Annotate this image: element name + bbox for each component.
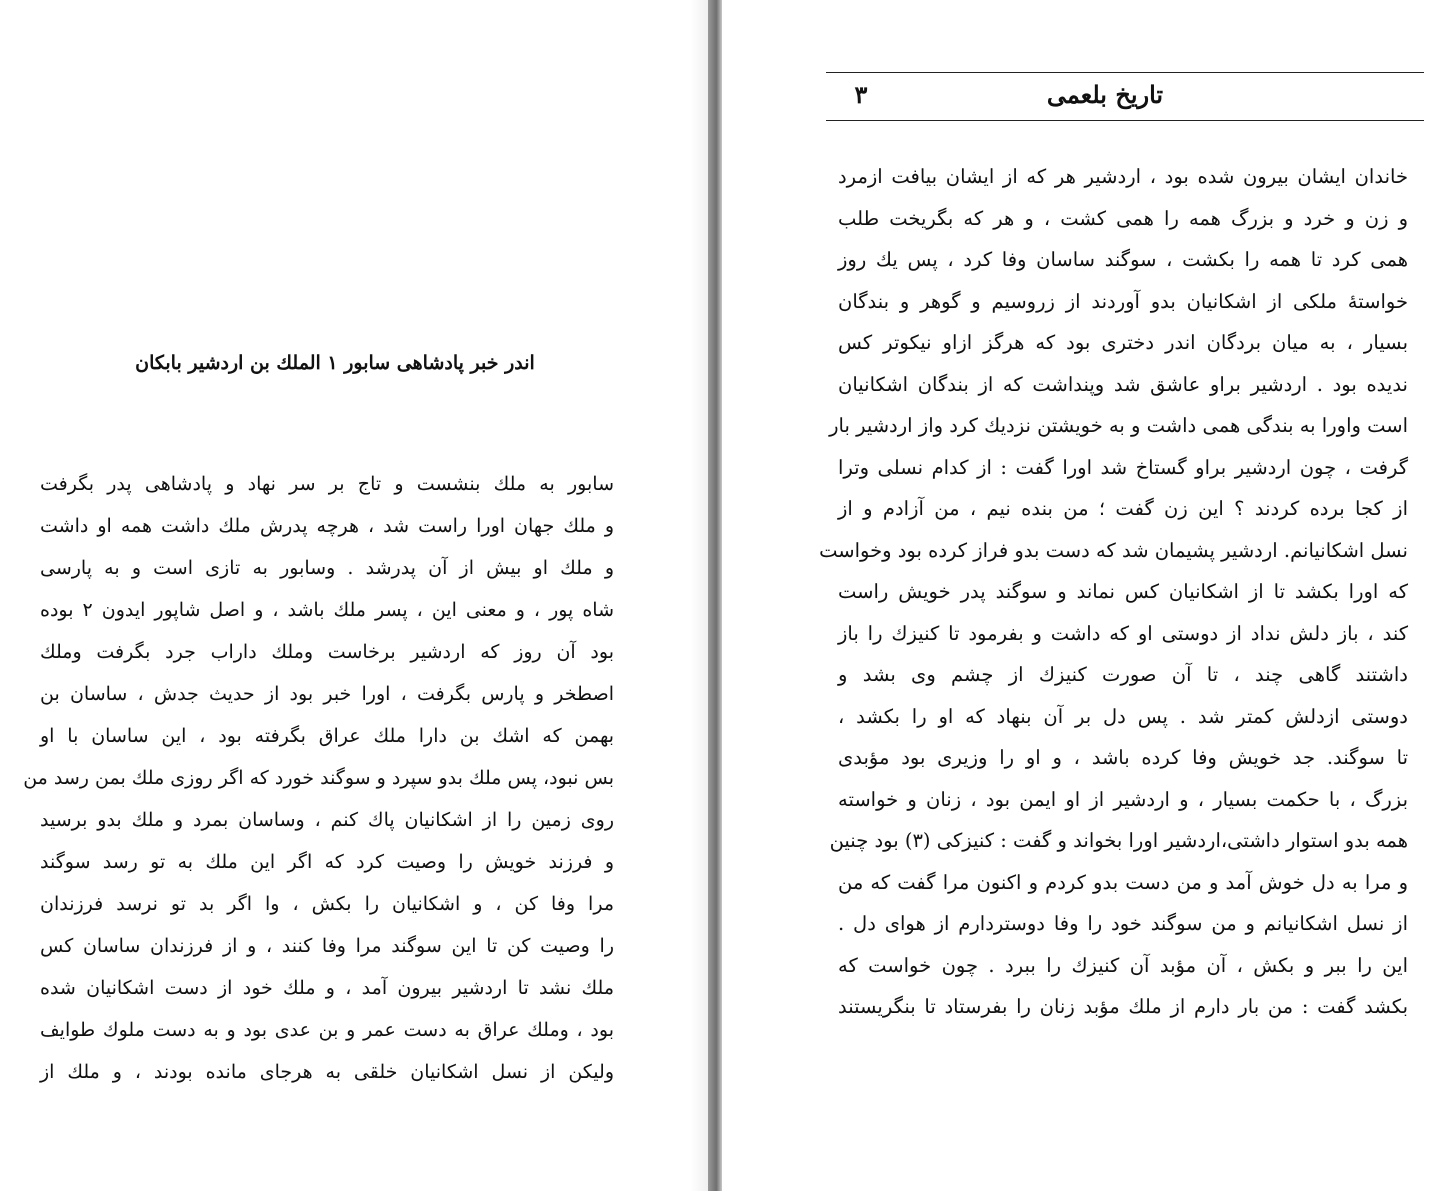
left-page-body bbox=[23, 463, 615, 1093]
text-line: از کجا برده کردند ؟ این زن گفت ؛ من بنده نیم ، من آزادم و از bbox=[838, 497, 1408, 520]
text-line: خاندان ایشان بیرون شده بود ، اردشیر هر که از ایشان بیافت ازمرد bbox=[838, 165, 1408, 188]
text-line: و ملك جهان اورا راست شد ، هرچه پدرش ملك داشت همه او داشت bbox=[40, 515, 614, 537]
page-curve-shadow bbox=[690, 0, 708, 1191]
text-line: مرا وفا کن ، و اشکانیان را بکش ، وا اگر بد تو نرسد فرزندان bbox=[40, 893, 614, 915]
left-page bbox=[0, 0, 708, 1191]
text-line: ندیده بود . اردشیر براو عاشق شد وپنداشت که از بندگان اشکانیان bbox=[838, 372, 1408, 396]
text-line: گرفت ، چون اردشیر براو گستاخ شد اورا گفت : از کدام نسلی وترا bbox=[838, 455, 1408, 479]
header-rule-bottom bbox=[826, 120, 1424, 121]
text-line: و مرا به دل خوش آمد و من دست بدو کردم و اکنون مرا گفت که من bbox=[838, 870, 1408, 894]
text-line: که اورا بکشد تا از اشکانیان کس نماند و سوگند پدر خویش راست bbox=[838, 580, 1408, 603]
text-line: این را ببر و بکش ، آن مؤبد آن کنیزك را ببرد . چون خواست که bbox=[838, 953, 1408, 977]
text-line: دوستی ازدلش کمتر شد . پس دل بر آن بنهاد که او را بکشد ، bbox=[838, 704, 1408, 728]
text-line: بهمن که اشك بن دارا ملك عراق بگرفته بود ، این ساسان با او bbox=[40, 725, 614, 747]
text-line: را وصیت کن تا این سوگند مرا وفا کنند ، و از فرزندان ساسان کس bbox=[40, 935, 614, 957]
text-line: تا سوگند. جد خویش وفا کرده باشد ، و او را وزیری بود مؤبدی bbox=[838, 746, 1408, 769]
text-line: شاه پور ، و معنی این ، پسر ملك باشد ، و اصل شاپور ایدون ۲ بوده bbox=[40, 599, 615, 621]
text-line: همه بدو استوار داشتی،اردشیر اورا بخواند و گفت : کنیزکی (۳) بود چنین bbox=[829, 829, 1408, 852]
book-gutter bbox=[708, 0, 722, 1191]
text-line: از نسل اشکانیانم و من سوگند خود را وفا دوستردارم از هوای دل . bbox=[838, 912, 1408, 935]
text-line: سابور به ملك بنشست و تاج بر سر نهاد و پادشاهی پدر بگرفت bbox=[40, 473, 614, 495]
text-line: و فرزند خویش را وصیت کرد که اگر این ملك به تو رسد سوگند bbox=[40, 851, 614, 873]
text-line: همی کرد تا همه را بکشت ، سوگند ساسان وفا کرد ، پس یك روز bbox=[838, 248, 1408, 271]
text-line: اصطخر و پارس بگرفت ، اورا خبر بود از حدیث جدش ، ساسان بن bbox=[40, 683, 614, 705]
text-line: ملك نشد تا اردشیر بیرون آمد ، و ملك خود از دست اشکانیان شده bbox=[40, 977, 614, 999]
header-rule-top bbox=[826, 72, 1424, 73]
text-line: روی زمین را از اشکانیان پاك کنم ، وساسان بمرد و ملك بدو برسید bbox=[40, 809, 614, 831]
text-line: داشتند گاهی چند ، تا آن صورت کنیزك از چشم وی بشد و bbox=[838, 663, 1408, 686]
running-title: تاریخ بلعمی bbox=[1046, 80, 1164, 109]
text-line: بس نبود، پس ملك بدو سپرد و سوگند خورد که اگر روزی ملك بمن رسد من bbox=[23, 767, 614, 789]
text-line: نسل اشکانیانم. اردشیر پشیمان شد که دست بدو فراز کرده بود وخواست bbox=[819, 538, 1408, 562]
right-page-body bbox=[819, 156, 1408, 1028]
page-number: ۳ bbox=[854, 80, 868, 109]
chapter-heading: اندر خبر پادشاهی سابور ۱ الملك بن اردشیر بابکان bbox=[135, 352, 535, 374]
text-line: خواستهٔ ملکی از اشکانیان بدو آوردند از زروسیم و گوهر و بندگان bbox=[838, 289, 1408, 313]
text-line: است واورا به بندگی همی داشت و به خویشتن نزدیك کرد واز اردشیر بار bbox=[829, 414, 1408, 437]
text-line: بود آن روز که اردشیر برخاست وملك داراب جرد بگرفت وملك bbox=[40, 641, 614, 663]
text-line: ولیکن از نسل اشکانیان خلقی به هرجای مانده بودند ، و ملك از bbox=[40, 1061, 614, 1083]
text-line: بکشد گفت : من بار دارم از ملك مؤبد زنان را بفرستاد تا بنگریستند bbox=[838, 995, 1408, 1018]
text-line: و زن و خرد و بزرگ همه را همی کشت ، و هر که بگریخت طلب bbox=[838, 206, 1408, 230]
text-line: بزرگ ، با حکمت بسیار ، و اردشیر از او ایمن بود ، زنان و خواسته bbox=[838, 787, 1408, 811]
text-line: بسیار ، به میان بردگان اندر دختری بود که هرگز ازاو نیکوتر کس bbox=[838, 331, 1408, 354]
text-line: کند ، باز دلش نداد از دوستی او که داشت و بفرمود تا کنیزك را باز bbox=[838, 621, 1408, 645]
text-line: و ملك او بیش از آن پدرشد . وسابور به تازی است و به پارسی bbox=[40, 557, 614, 579]
text-line: بود ، وملك عراق به دست عمر و بن عدی بود و به دست ملوك طوایف bbox=[40, 1019, 614, 1041]
